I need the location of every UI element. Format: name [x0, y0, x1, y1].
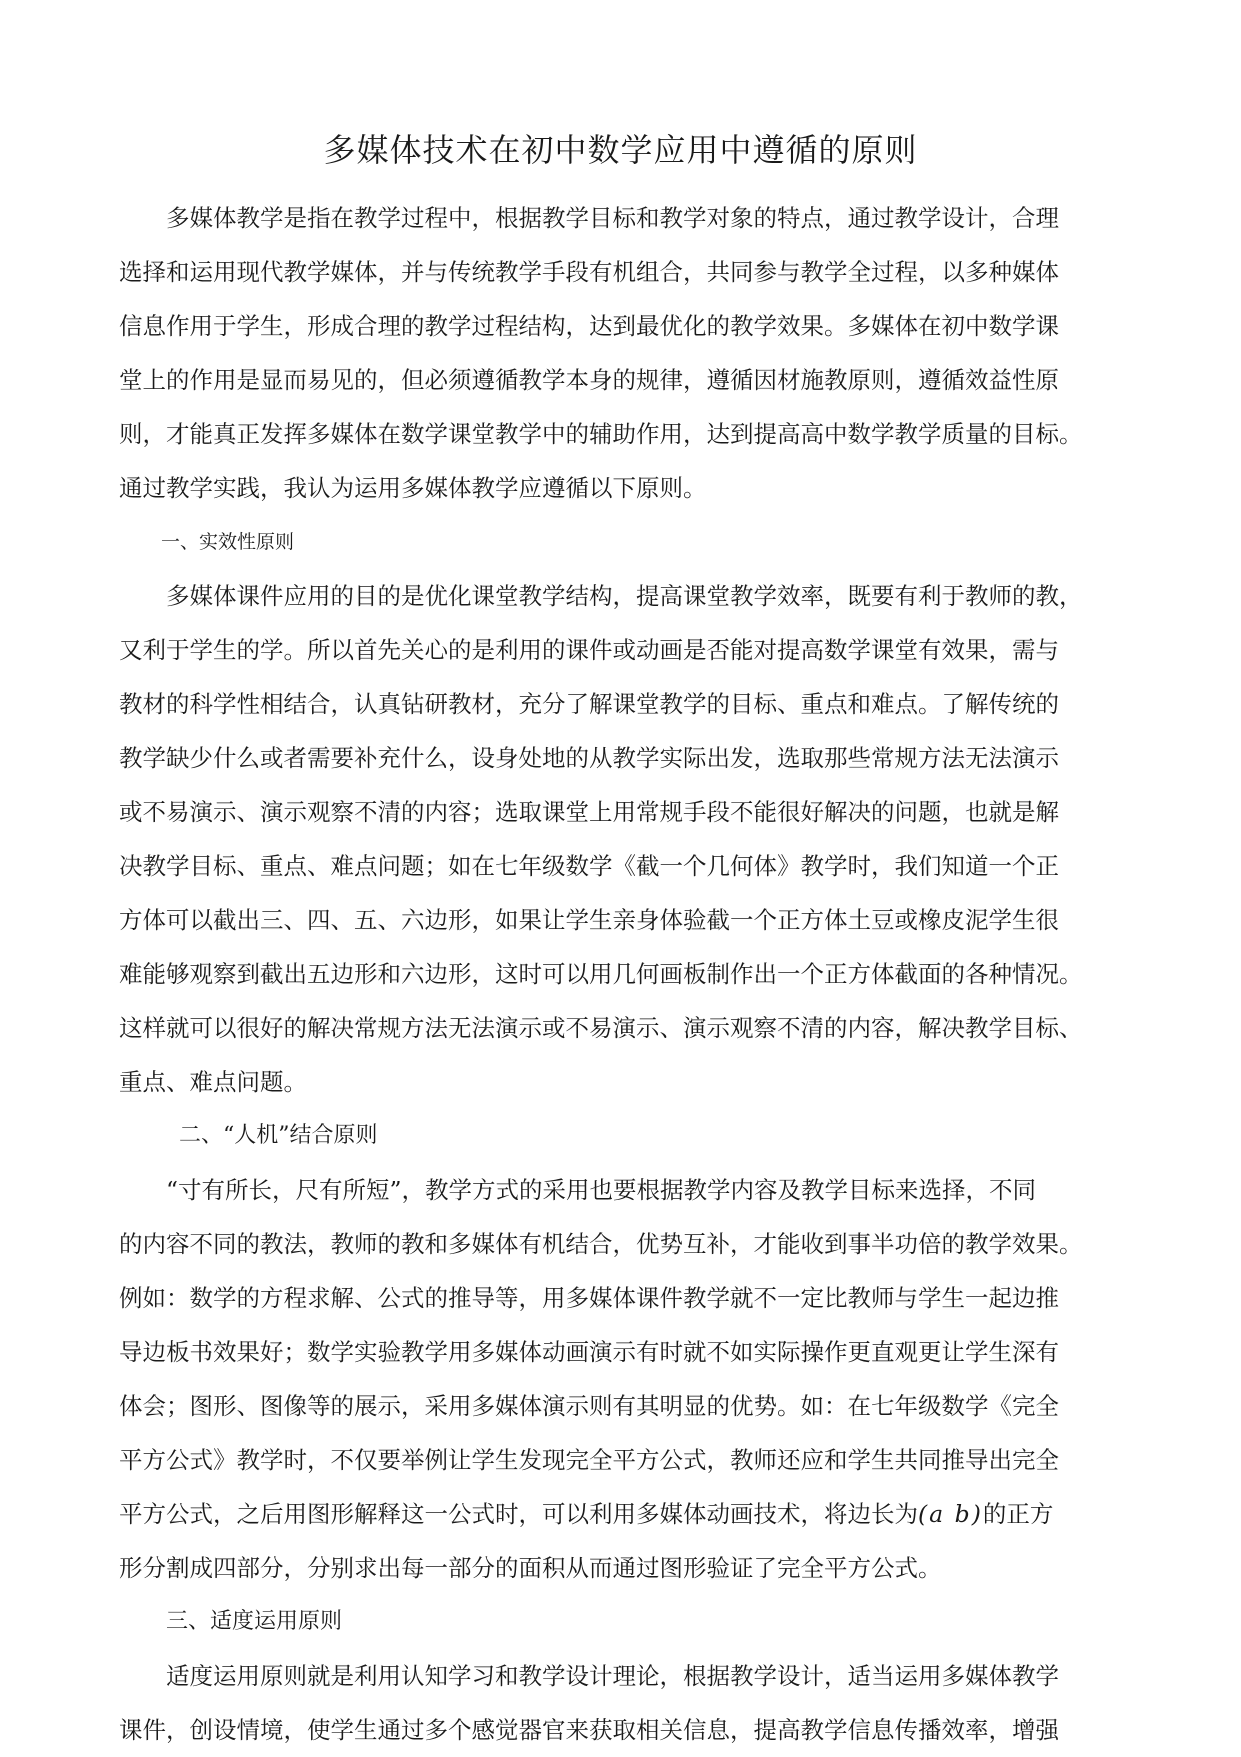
section1-line: 方体可以截出三、四、五、六边形，如果让学生亲身体验截一个正方体土豆或橡皮泥学生很: [119, 906, 1059, 934]
section2-line: 平方公式》教学时，不仅要举例让学生发现完全平方公式，教师还应和学生共同推导出完全: [119, 1446, 1059, 1474]
intro-line: 信息作用于学生，形成合理的教学过程结构，达到最优化的教学效果。多媒体在初中数学课: [119, 312, 1059, 340]
intro-line: 堂上的作用是显而易见的，但必须遵循教学本身的规律，遵循因材施教原则，遵循效益性原: [119, 366, 1059, 394]
intro-line: 选择和运用现代教学媒体，并与传统教学手段有机组合，共同参与教学全过程，以多种媒体: [119, 258, 1059, 286]
section-heading-3: 三、适度运用原则: [166, 1609, 343, 1634]
section2-line: 例如：数学的方程求解、公式的推导等，用多媒体课件教学就不一定比教师与学生一起边推: [119, 1284, 1059, 1312]
document-title: 多媒体技术在初中数学应用中遵循的原则: [323, 131, 918, 169]
intro-line: 则，才能真正发挥多媒体在数学课堂教学中的辅助作用，达到提高高中数学教学质量的目标。: [119, 420, 1083, 448]
section2-line: 体会；图形、图像等的展示，采用多媒体演示则有其明显的优势。如：在七年级数学《完全: [119, 1392, 1059, 1420]
intro-line: 多媒体教学是指在教学过程中，根据教学目标和教学对象的特点，通过教学设计，合理: [166, 204, 1059, 232]
section1-line: 教学缺少什么或者需要补充什么，设身处地的从教学实际出发，选取那些常规方法无法演示: [119, 744, 1059, 772]
section-heading-2: 二、“人机”结合原则: [179, 1123, 378, 1148]
section2-formula-line: [119, 1487, 1129, 1541]
formula-line-before: 平方公式，之后用图形解释这一公式时，可以利用多媒体动画技术，将边长为: [119, 1500, 918, 1528]
section1-line: 难能够观察到截出五边形和六边形，这时可以用几何画板制作出一个正方体截面的各种情况。: [119, 960, 1083, 988]
document-body: [119, 191, 1129, 1757]
section2-line: 形分割成四部分，分别求出每一部分的面积从而通过图形验证了完全平方公式。: [119, 1554, 942, 1582]
section1-line: 这样就可以很好的解决常规方法无法演示或不易演示、演示观察不清的内容，解决教学目标、: [119, 1014, 1083, 1042]
section3-line: 课件，创设情境，使学生通过多个感觉器官来获取相关信息，提高教学信息传播效率，增强: [119, 1716, 1059, 1744]
section1-line: 教材的科学性相结合，认真钻研教材，充分了解课堂教学的目标、重点和难点。了解传统的: [119, 690, 1059, 718]
section1-line: 多媒体课件应用的目的是优化课堂教学结构，提高课堂教学效率，既要有利于教师的教，: [166, 582, 1083, 610]
intro-line: 通过教学实践，我认为运用多媒体教学应遵循以下原则。: [119, 474, 707, 502]
section2-line: 的内容不同的教法，教师的教和多媒体有机结合，优势互补，才能收到事半功倍的教学效果。: [119, 1230, 1083, 1258]
section2-line: “寸有所长，尺有所短”，教学方式的采用也要根据教学内容及教学目标来选择，不同: [166, 1176, 1037, 1204]
binomial-formula: (a b): [918, 1500, 983, 1528]
formula-line-after: 的正方: [982, 1500, 1054, 1528]
section1-line: 决教学目标、重点、难点问题；如在七年级数学《截一个几何体》教学时，我们知道一个正: [119, 852, 1059, 880]
section1-line: 或不易演示、演示观察不清的内容；选取课堂上用常规手段不能很好解决的问题，也就是解: [119, 798, 1059, 826]
section2-line: 导边板书效果好；数学实验教学用多媒体动画演示有时就不如实际操作更直观更让学生深有: [119, 1338, 1059, 1366]
section1-line: 又利于学生的学。所以首先关心的是利用的课件或动画是否能对提高数学课堂有效果，需与: [119, 636, 1059, 664]
section-heading-1: 一、实效性原则: [161, 531, 295, 553]
section1-line: 重点、难点问题。: [119, 1068, 307, 1096]
section3-line: 适度运用原则就是利用认知学习和教学设计理论，根据教学设计，适当运用多媒体教学: [166, 1662, 1059, 1690]
